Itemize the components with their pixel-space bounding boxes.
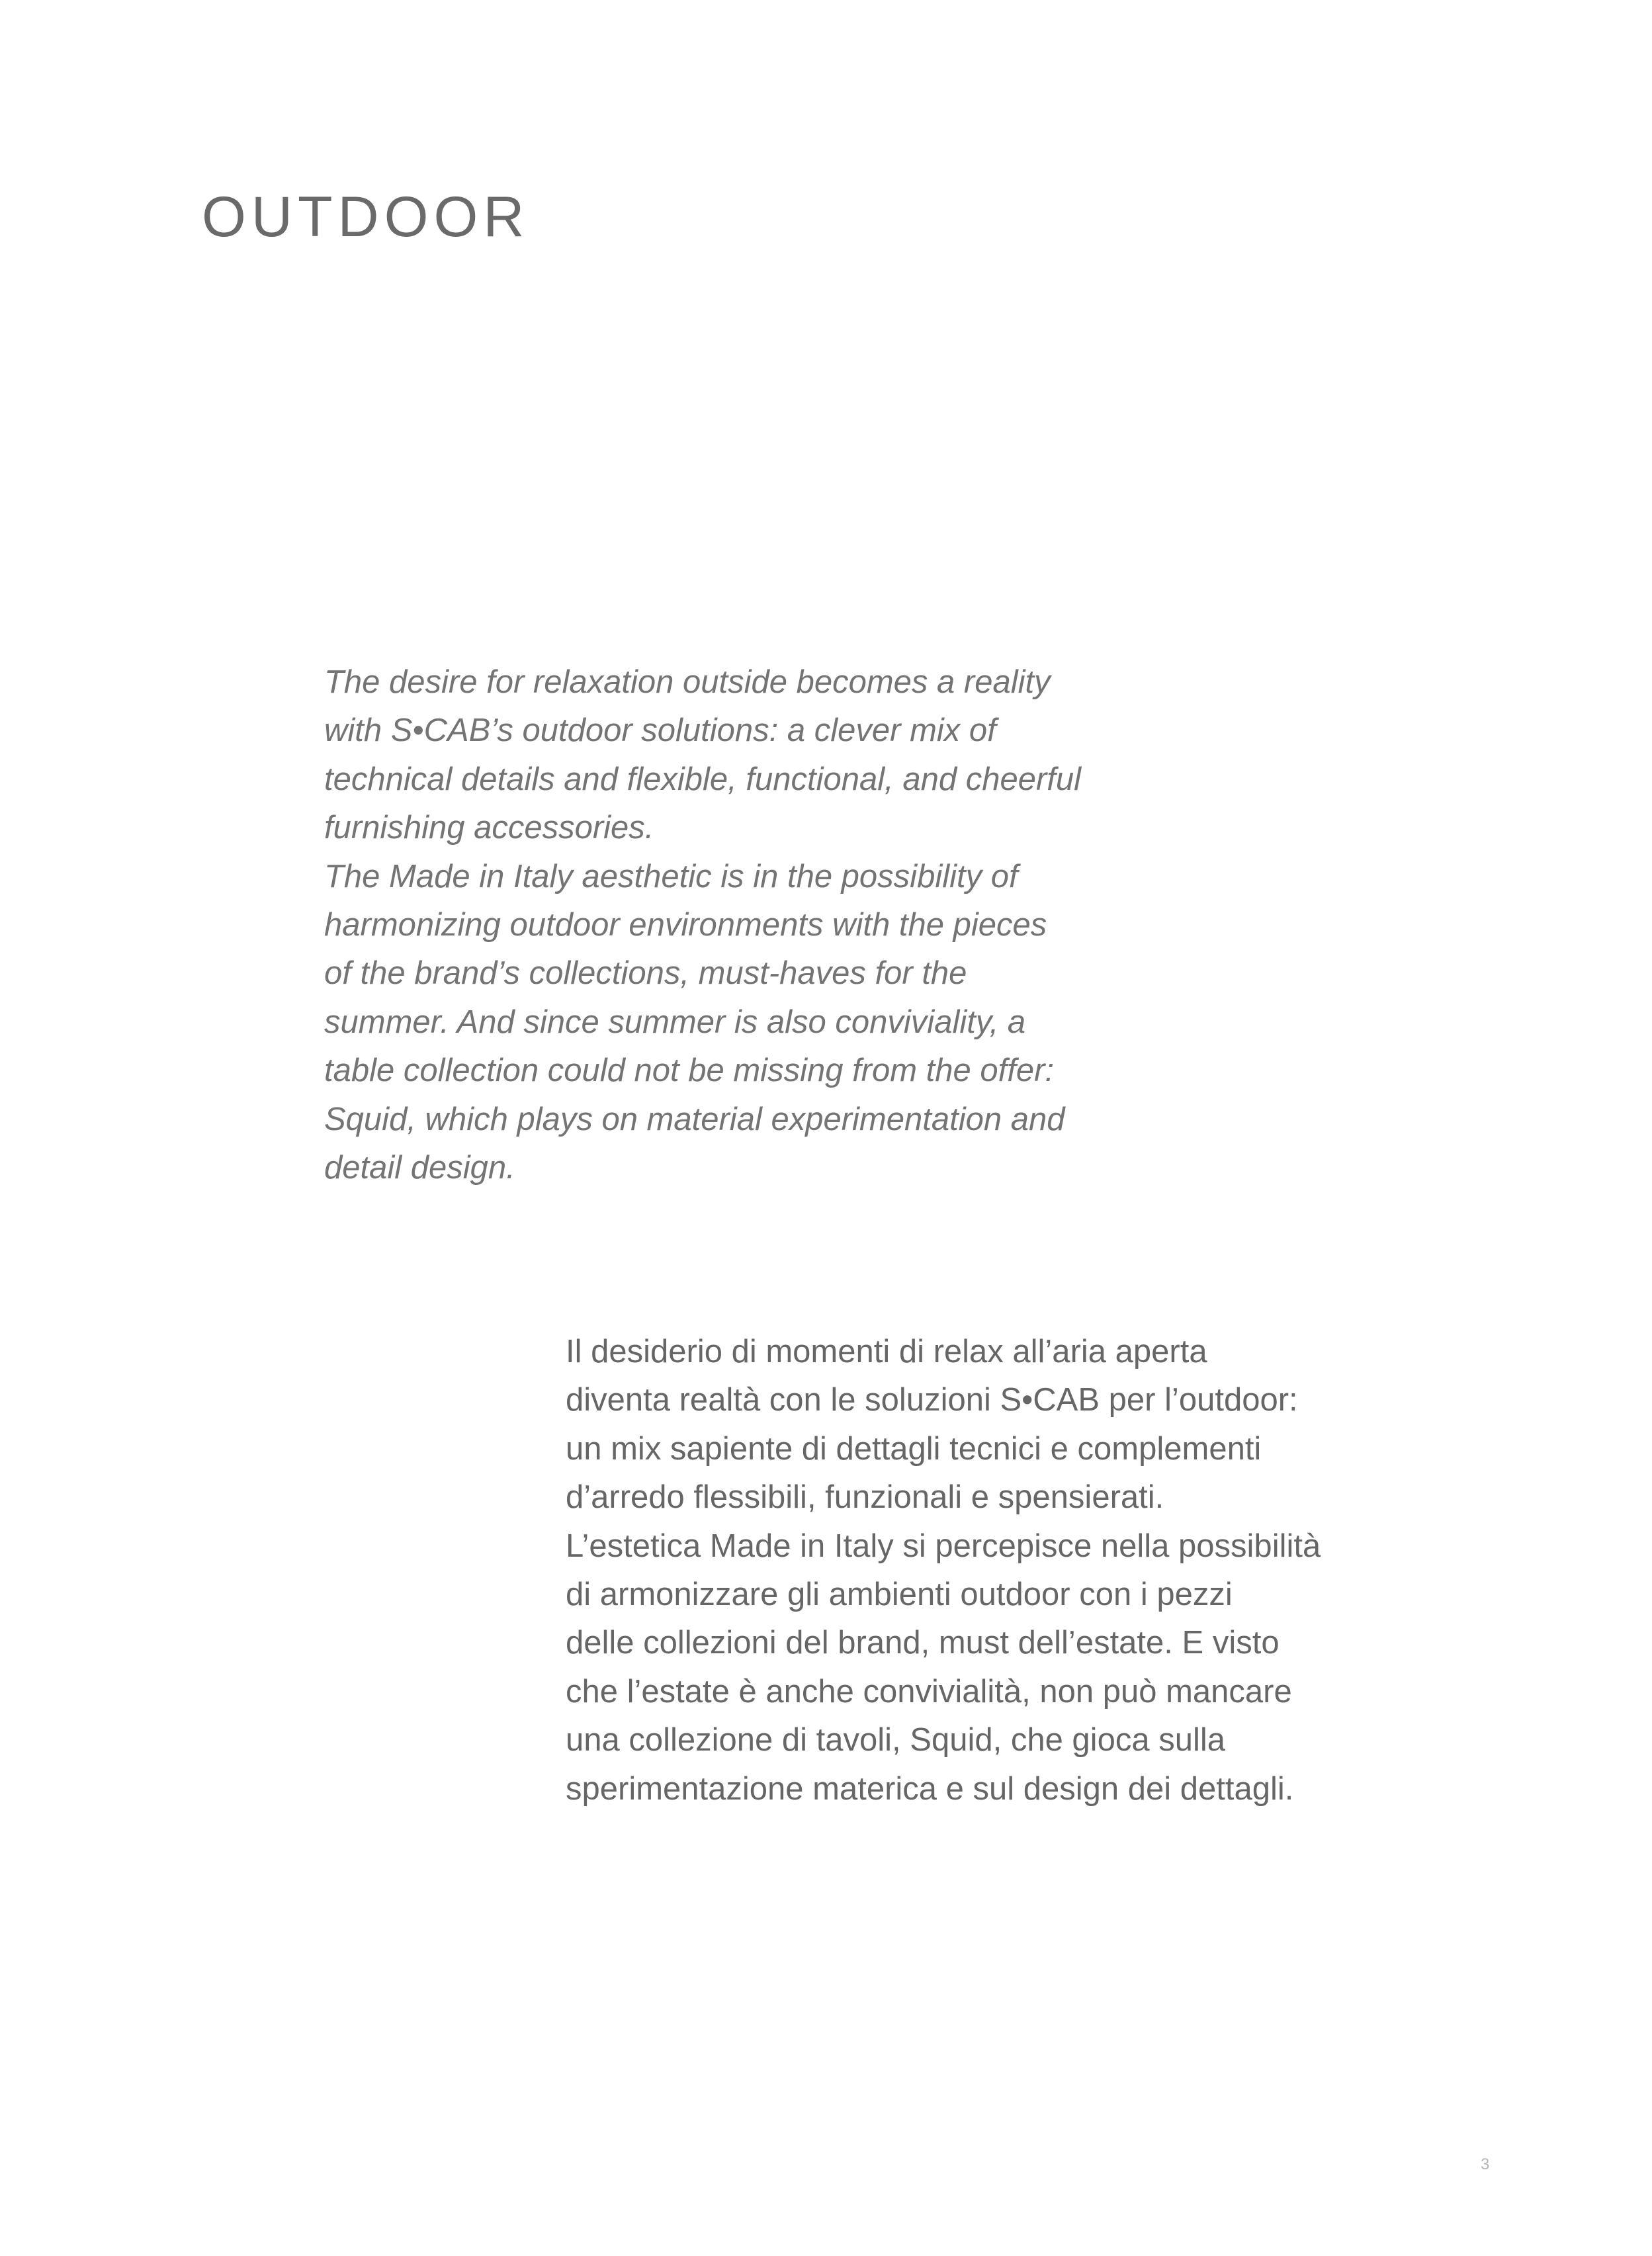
english-line: harmonizing outdoor environments with the pieces [324, 907, 1047, 943]
english-line: of the brand’s collections, must-haves for the [324, 955, 967, 992]
italian-line: delle collezioni del brand, must dell’estate. E visto [566, 1625, 1280, 1661]
page-title: OUTDOOR [202, 185, 530, 249]
page-number: 3 [1481, 2155, 1490, 2173]
english-line: table collection could not be missing from the offer: [324, 1053, 1055, 1089]
italian-line: un mix sapiente di dettagli tecnici e complementi [566, 1430, 1262, 1467]
italian-line: sperimentazione materica e sul design dei dettagli. [566, 1770, 1294, 1807]
english-line: detail design. [324, 1150, 515, 1186]
italian-line: diventa realtà con le soluzioni S•CAB per l’outdoor: [566, 1382, 1298, 1418]
italian-line: una collezione di tavoli, Squid, che gioca sulla [566, 1722, 1225, 1758]
english-line: Squid, which plays on material experimentation and [324, 1101, 1065, 1137]
english-line: The desire for relaxation outside becomes a reality [324, 664, 1051, 700]
english-paragraph [324, 658, 1081, 1192]
english-line: furnishing accessories. [324, 810, 654, 846]
italian-line: L’estetica Made in Italy si percepisce nella possibilità [566, 1528, 1321, 1564]
italian-line: di armonizzare gli ambienti outdoor con i pezzi [566, 1577, 1233, 1613]
italian-line: d’arredo flessibili, funzionali e spensierati. [566, 1479, 1164, 1516]
italian-line: Il desiderio di momenti di relax all’aria aperta [566, 1334, 1207, 1369]
english-line: with S•CAB’s outdoor solutions: a clever mix of [324, 713, 996, 749]
italian-line: che l’estate è anche convivialità, non può mancare [566, 1673, 1292, 1710]
english-line: technical details and flexible, functional, and cheerful [324, 761, 1082, 797]
italian-paragraph [566, 1328, 1321, 1813]
english-line: summer. And since summer is also conviviality, a [324, 1004, 1026, 1040]
english-line: The Made in Italy aesthetic is in the possibility of [324, 858, 1018, 894]
